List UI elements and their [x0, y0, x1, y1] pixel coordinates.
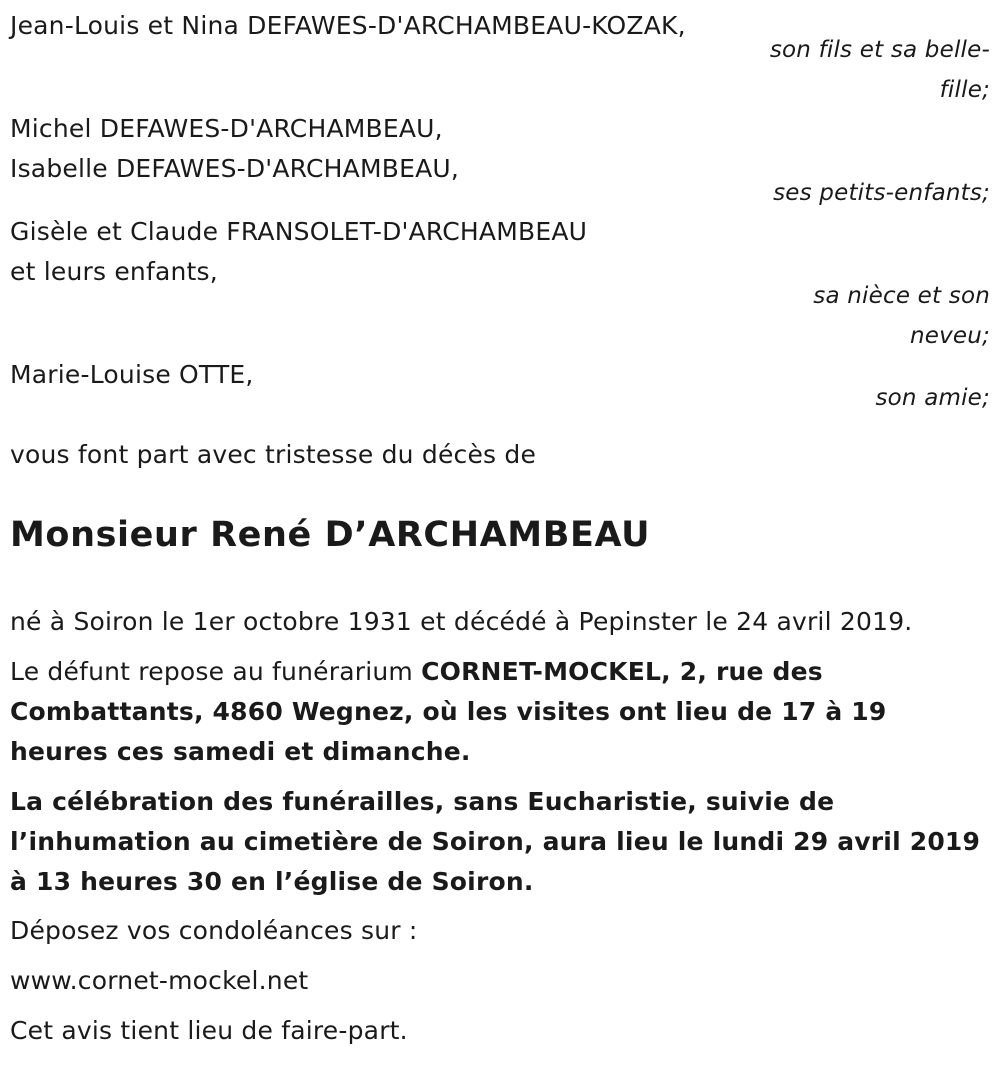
rest-location: CORNET-MOCKEL, 2, rue des Combattants, 4860 Wegnez, où les visites ont lieu de 17 à 19 heures ces samedi et dimanche.	[10, 657, 887, 766]
intro-text: vous font part avec tristesse du décès de	[10, 440, 537, 469]
family-relation	[730, 378, 990, 418]
family-name-line: et leurs enfants,	[10, 257, 218, 286]
family-relation-line: ses petits-enfants;	[773, 180, 990, 206]
rest-prefix: Le défunt repose au funérarium	[10, 657, 422, 686]
family-relation	[730, 276, 990, 356]
closing-text: Cet avis tient lieu de faire-part.	[10, 1016, 408, 1045]
family-relation-line: sa nièce et son	[813, 283, 990, 309]
family-relation-line: son fils et sa belle-	[769, 37, 990, 63]
family-name-line: Isabelle DEFAWES-D'ARCHAMBEAU,	[10, 154, 460, 183]
website-link[interactable]: www.cornet-mockel.net	[10, 966, 309, 995]
family-relation	[730, 30, 990, 110]
ceremony-paragraph: La célébration des funérailles, sans Eucharistie, suivie de l’inhumation au cimetière de Soiron, aura lieu le lundi 29 avril 2019 à 13 heures 30 en l’église de Soiron.	[10, 787, 981, 896]
family-relation-line: neveu;	[909, 323, 990, 349]
rest-paragraph	[10, 652, 985, 772]
deceased-name: Monsieur René D’ARCHAMBEAU	[10, 515, 651, 555]
family-relation-line: fille;	[939, 77, 990, 103]
family-name-line: Michel DEFAWES-D'ARCHAMBEAU,	[10, 114, 443, 143]
family-relation	[730, 173, 990, 213]
family-relation-line: son amie;	[875, 385, 990, 411]
family-name-line: Marie-Louise OTTE,	[10, 360, 254, 389]
birth-death-text: né à Soiron le 1er octobre 1931 et décédé à Pepinster le 24 avril 2019.	[10, 607, 913, 636]
family-name-line: Jean-Louis et Nina DEFAWES-D'ARCHAMBEAU-KOZAK,	[10, 11, 686, 40]
condolences-label: Déposez vos condoléances sur :	[10, 916, 418, 945]
family-name-line: Gisèle et Claude FRANSOLET-D'ARCHAMBEAU	[10, 217, 588, 246]
